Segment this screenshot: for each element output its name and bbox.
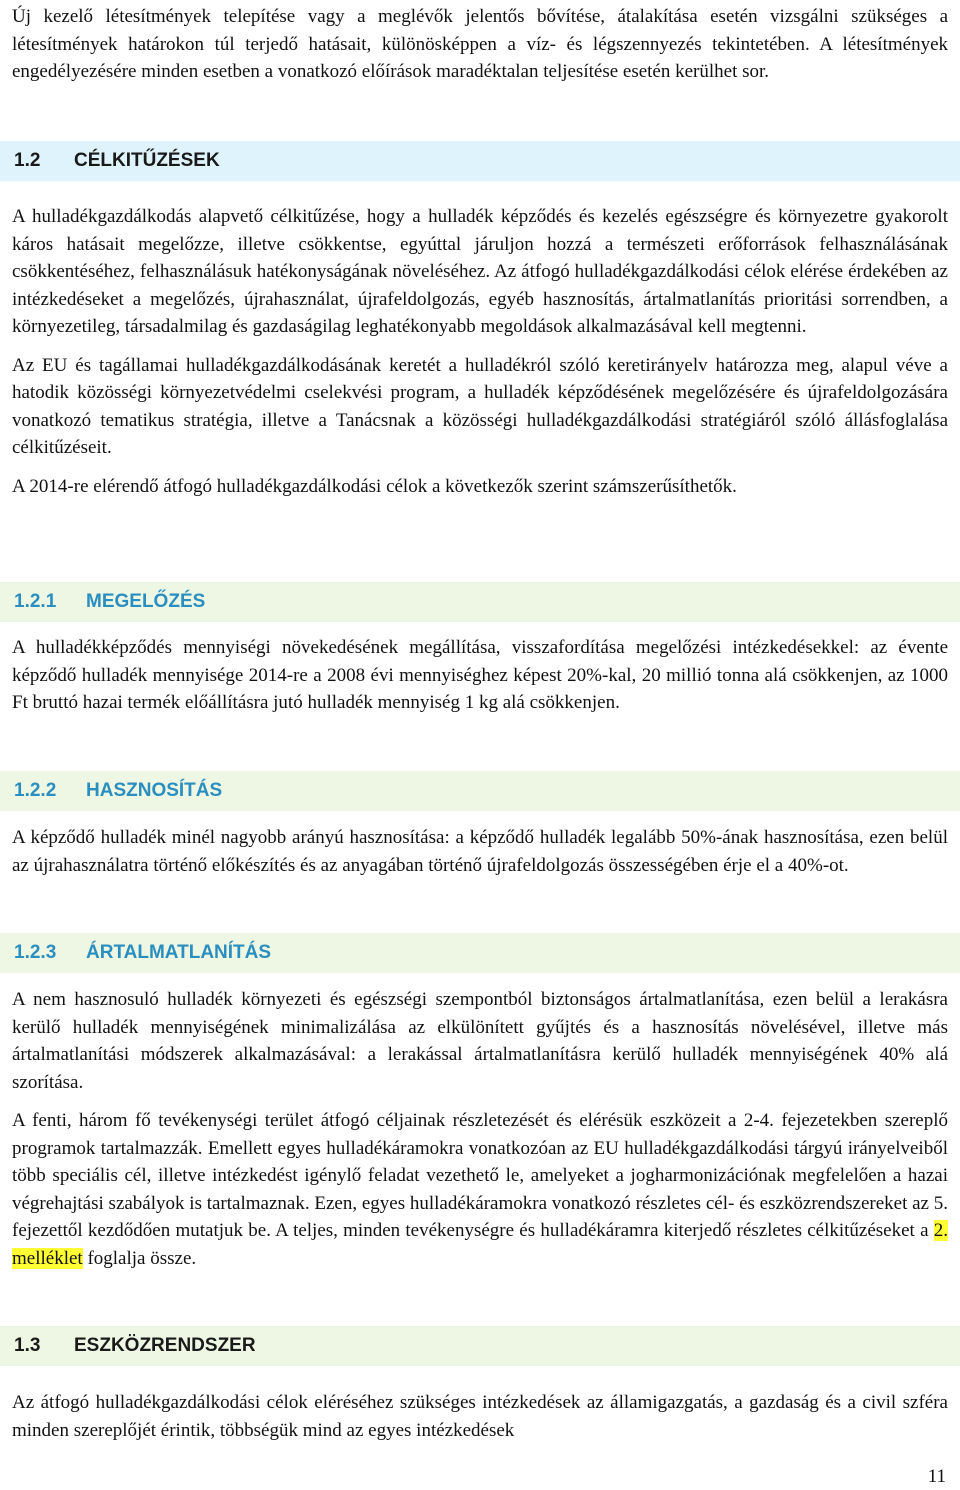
paragraph: Az átfogó hulladékgazdálkodási célok eléréséhez szükséges intézkedések az államigazgatás, a gazdaság és a civil szféra minden szereplőjét érintik, többségük mind az egyes intézkedések	[12, 1392, 948, 1441]
section-1-2-body	[12, 203, 948, 500]
section-number: 1.3	[14, 1335, 41, 1356]
section-title: MEGELŐZÉS	[86, 591, 206, 612]
paragraph: A nem hasznosuló hulladék környezeti és egészségi szempontból biztonságos ártalmatlanítása, ezen belül a lerakásra kerülő hulladék mennyiségének minimalizálása az elkülönített gyűjtés és a hasznosítás növelésével, illetve más ártalmatlanítási módszerek alkalmazásával: a lerakással ártalmatlanításra kerülő hulladék mennyiségének 40% alá szorítása.	[12, 989, 948, 1093]
paragraph: A képződő hulladék minél nagyobb arányú hasznosítása: a képződő hulladék legalább 50%-ának hasznosítása, ezen belül az újrahasználatra történő előkészítés és az anyagában történő újrafeldolgozás összességében érje el a 40%-ot.	[12, 827, 948, 876]
intro-paragraph-block	[12, 3, 948, 86]
section-number: 1.2	[14, 150, 41, 171]
intro-paragraph: Új kezelő létesítmények telepítése vagy a meglévők jelentős bővítése, átalakítása esetén vizsgálni szükséges a létesítmények határokon túl terjedő hatásait, különösképpen a víz- és légszennyezés tekintetében. A létesítmények engedélyezésére minden esetben a vonatkozó előírások maradéktalan teljesítése esetén kerülhet sor.	[12, 6, 948, 82]
annex-link[interactable]: 2. melléklet	[12, 1220, 948, 1269]
section-1-2-3-body	[12, 986, 948, 1272]
page-number: 11	[927, 1466, 946, 1487]
section-title: ÁRTALMATLANÍTÁS	[86, 942, 272, 963]
paragraph	[12, 1107, 948, 1272]
paragraph: A hulladékképződés mennyiségi növekedésének megállítása, visszafordítása megelőzési intézkedésekkel: az évente képződő hulladék mennyisége 2014-re a 2008 évi mennyiséghez képest 20%-kal, 20 millió tonna alá csökkenjen, az 1000 Ft bruttó hazai termék előállításra jutó hulladék mennyiség 1 kg alá csökkenjen.	[12, 637, 948, 713]
paragraph-text: A fenti, három fő tevékenységi terület átfogó céljainak részletezését és elérésük eszközeit a 2-4. fejezetekben szereplő programok tartalmazzák. Emellett egyes hulladékáramokra vonatkozóan az EU hulladékgazdálkodási tárgyú irányelveiből több speciális cél, illetve intézkedést igénylő feladat vezethető le, amelyeket a jogharmonizációnak megfelelően a hazai végrehajtási szabályok is tartalmaznak. Ezen, egyes hulladékáramokra vonatkozó részletes cél- és eszközrendszereket az 5. fejezettől kezdődően mutatjuk be. A teljes, minden tevékenységre és hulladékáramra kiterjedő részletes célkitűzéseket a	[12, 1110, 948, 1241]
section-title: ESZKÖZRENDSZER	[74, 1335, 256, 1356]
section-heading-1-2-2	[0, 771, 960, 811]
section-1-2-1-body	[12, 634, 948, 717]
section-title: HASZNOSÍTÁS	[86, 780, 223, 801]
section-heading-1-2	[0, 141, 960, 181]
section-number: 1.2.1	[14, 591, 57, 612]
section-heading-1-2-1	[0, 582, 960, 622]
section-title: CÉLKITŰZÉSEK	[74, 150, 220, 171]
section-heading-1-3	[0, 1326, 960, 1366]
paragraph: Az EU és tagállamai hulladékgazdálkodásának keretét a hulladékról szóló keretirányelv határozza meg, alapul véve a hatodik közösségi környezetvédelmi cselekvési program, a hulladék képződésének megelőzésére és újrafeldolgozására vonatkozó tematikus stratégia, illetve a Tanácsnak a közösségi hulladékgazdálkodási stratégiáról szóló állásfoglalása célkitűzéseit.	[12, 354, 948, 458]
section-heading-1-2-3	[0, 933, 960, 973]
section-number: 1.2.3	[14, 942, 57, 963]
section-number: 1.2.2	[14, 780, 57, 801]
section-1-3-body	[12, 1389, 948, 1444]
paragraph: A 2014-re elérendő átfogó hulladékgazdálkodási célok a következők szerint számszerűsíthetők.	[12, 475, 737, 497]
section-1-2-2-body	[12, 824, 948, 879]
paragraph-text: foglalja össze.	[82, 1247, 197, 1269]
paragraph: A hulladékgazdálkodás alapvető célkitűzése, hogy a hulladék képződés és kezelés egészségre és környezetre gyakorolt káros hatásait megelőzze, illetve csökkentse, egyúttal járuljon hozzá a természeti erőforrások felhasználásának csökkentéséhez, felhasználásuk hatékonyságának növeléséhez. Az átfogó hulladékgazdálkodási célok elérése érdekében az intézkedéseket a megelőzés, újrahasználat, újrafeldolgozás, egyéb hasznosítás, ártalmatlanítás prioritási sorrendben, a környezetileg, társadalmilag és gazdaságilag leghatékonyabb megoldások alkalmazásával kell megtenni.	[12, 206, 948, 337]
